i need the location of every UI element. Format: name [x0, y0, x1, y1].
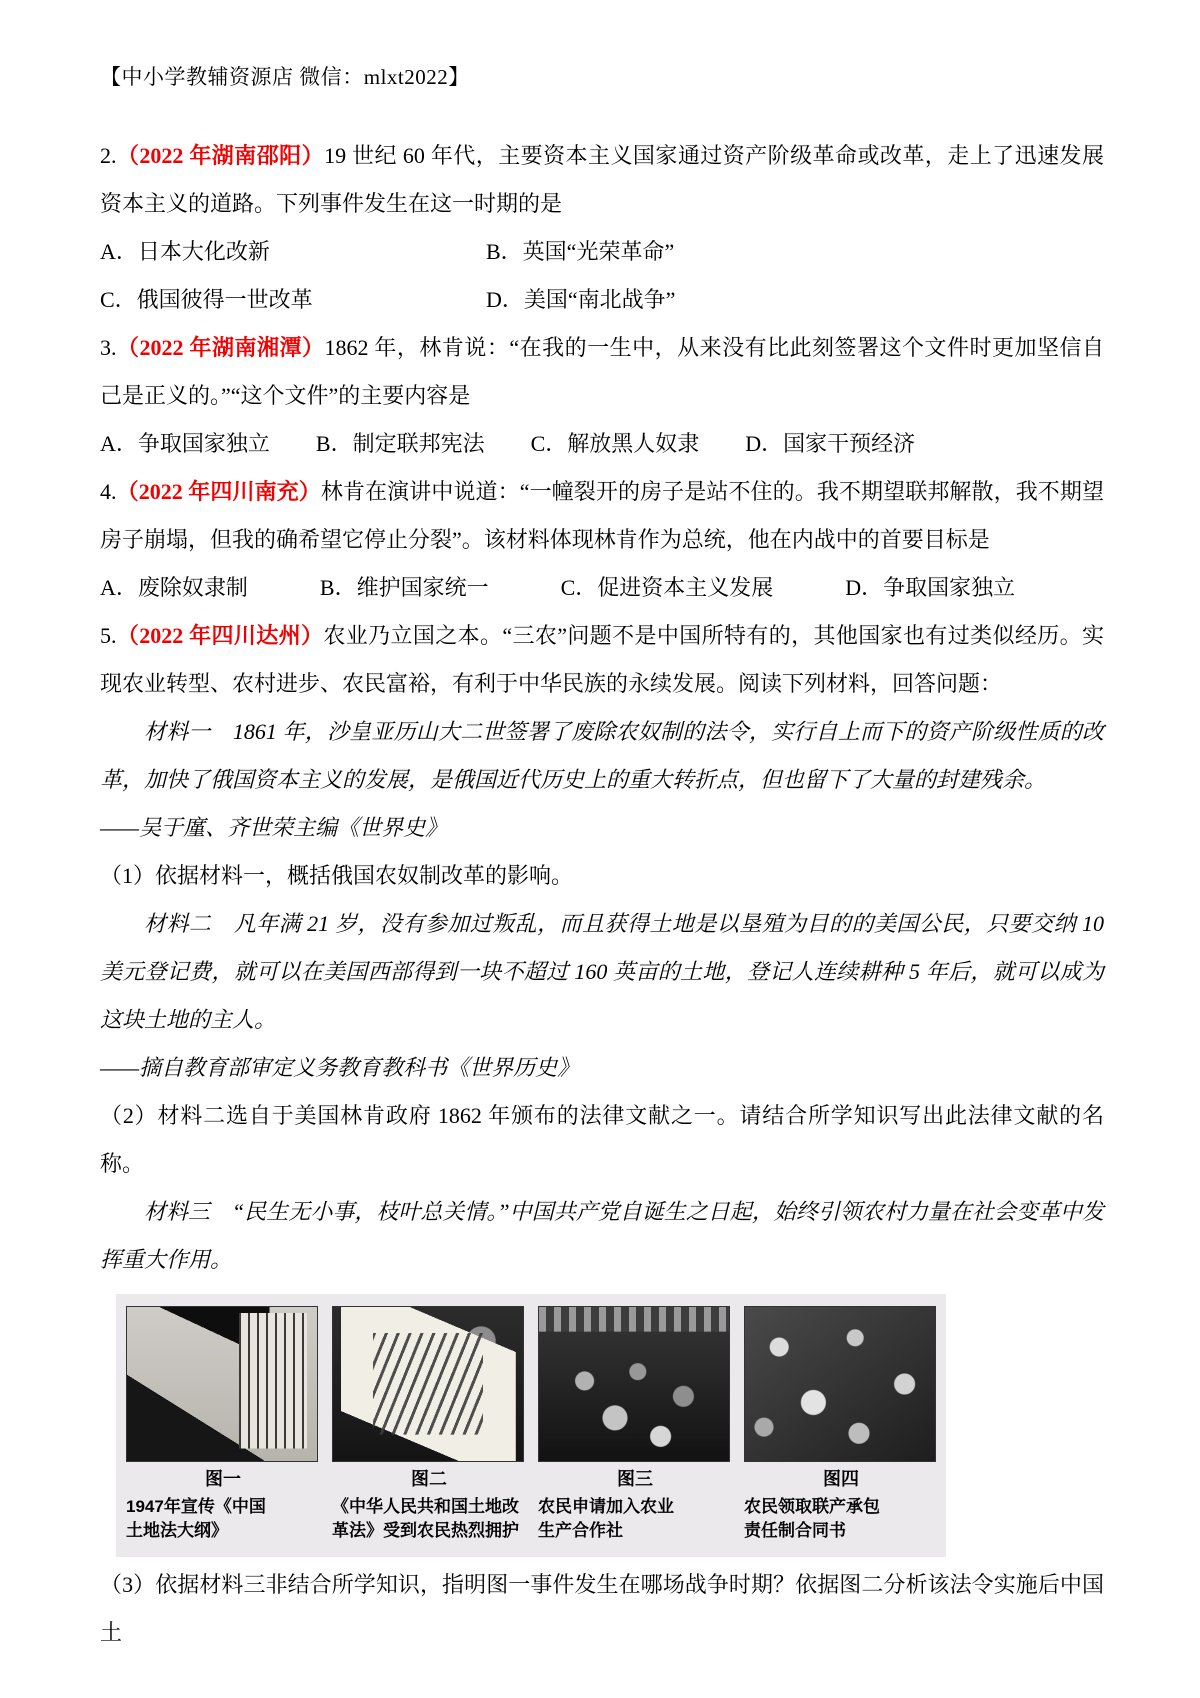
material-1-attribution: ——吴于廑、齐世荣主编《世界史》 [100, 815, 448, 840]
figure-3-label: 图三 [617, 1469, 653, 1489]
question-4-number: 4. [100, 479, 117, 504]
material-1-paragraph: 材料一 1861 年，沙皇亚历山大二世签署了废除农奴制的法令，实行自上而下的资产阶级性质的改革，加快了俄国资本主义的发展，是俄国近代历史上的重大转折点，但也留下了大量的封建残余。 [100, 719, 1104, 792]
question-3-option-c: C．解放黑人奴隶 [530, 431, 700, 456]
figure-1-label: 图一 [205, 1469, 241, 1489]
figure-4-cell [744, 1306, 938, 1543]
question-5-number: 5. [100, 623, 117, 648]
figure-3-photo [538, 1306, 730, 1462]
question-3-option-a: A．争取国家独立 [100, 431, 270, 456]
question-2-option-d: D．美国“南北战争” [486, 287, 676, 312]
figure-3-caption: 农民申请加入农业生产合作社 [538, 1497, 674, 1540]
figure-4-label: 图四 [823, 1469, 859, 1489]
material-3-paragraph: 材料三 “民生无小事，枝叶总关情。”中国共产党自诞生之日起，始终引领农村力量在社会变革中发挥重大作用。 [100, 1199, 1104, 1272]
question-4-option-b: B．维护国家统一 [319, 575, 489, 600]
question-4-source-tag: （2022 年四川南充） [116, 479, 321, 504]
question-5-text: 农业乃立国之本。“三农”问题不是中国所特有的，其他国家也有过类似经历。实现农业转型、农村进步、农民富裕，有利于中华民族的永续发展。阅读下列材料，回答问题： [100, 623, 1104, 696]
figure-4-caption: 农民领取联产承包责任制合同书 [744, 1497, 880, 1540]
question-3-option-b: B．制定联邦宪法 [315, 431, 485, 456]
sub-question-1: （1）依据材料一，概括俄国农奴制改革的影响。 [100, 863, 574, 888]
question-4-option-d: D．争取国家独立 [845, 575, 1016, 600]
question-2-options-row-1 [100, 228, 1104, 276]
question-4-option-c: C．促进资本主义发展 [560, 575, 774, 600]
question-3-stem [100, 324, 1104, 420]
sub-question-3: （3）依据材料三非结合所学知识，指明图一事件发生在哪场战争时期？依据图二分析该法令实施后中国土 [100, 1572, 1104, 1645]
shop-watermark-header: 【中小学教辅资源店 微信：mlxt2022】 [100, 65, 470, 89]
question-4-text: 林肯在演讲中说道：“一幢裂开的房子是站不住的。我不期望联邦解散，我不期望房子崩塌，但我的确希望它停止分裂”。该材料体现林肯作为总统，他在内战中的首要目标是 [100, 479, 1104, 552]
question-3-number: 3. [100, 335, 117, 360]
figure-4-photo [744, 1306, 936, 1462]
question-3-source-tag: （2022 年湖南湘潭） [116, 335, 325, 360]
sub-question-2: （2）材料二选自于美国林肯政府 1862 年颁布的法律文献之一。请结合所学知识写出此法律文献的名称。 [100, 1103, 1104, 1176]
question-3-options-row [100, 420, 1104, 468]
question-2-options-row-2 [100, 276, 1104, 324]
question-4-option-a: A．废除奴隶制 [100, 575, 248, 600]
figure-1-cell [126, 1306, 320, 1543]
figure-3-cell [538, 1306, 732, 1543]
figure-2-photo [332, 1306, 524, 1462]
figure-strip-panel [116, 1294, 946, 1557]
question-5-stem [100, 612, 1104, 708]
figure-2-cell [332, 1306, 526, 1543]
question-4-options-row [100, 564, 1104, 612]
question-3-text: 1862 年，林肯说：“在我的一生中，从来没有比此刻签署这个文件时更加坚信自己是正义的。”“这个文件”的主要内容是 [100, 335, 1104, 408]
figure-2-caption: 《中华人民共和国土地改革法》受到农民热烈拥护 [332, 1497, 519, 1540]
question-2-stem [100, 132, 1104, 228]
material-2-attribution: ——摘自教育部审定义务教育教科书《世界历史》 [100, 1055, 580, 1080]
question-4-stem [100, 468, 1104, 564]
question-2-text: 19 世纪 60 年代，主要资本主义国家通过资产阶级革命或改革，走上了迅速发展资本主义的道路。下列事件发生在这一时期的是 [100, 143, 1104, 216]
figure-2-label: 图二 [411, 1469, 447, 1489]
question-3-option-d: D．国家干预经济 [745, 431, 916, 456]
question-2-number: 2. [100, 143, 117, 168]
question-2-option-c: C．俄国彼得一世改革 [100, 287, 313, 312]
question-2-option-b: B．英国“光荣革命” [486, 239, 675, 264]
question-2-source-tag: （2022 年湖南邵阳） [116, 143, 325, 168]
figure-1-photo [126, 1306, 318, 1462]
figure-1-caption: 1947年宣传《中国土地法大纲》 [126, 1497, 266, 1540]
question-2-option-a: A．日本大化改新 [100, 239, 270, 264]
material-2-paragraph: 材料二 凡年满 21 岁，没有参加过叛乱，而且获得土地是以垦殖为目的的美国公民，只要交纳 10 美元登记费，就可以在美国西部得到一块不超过 160 英亩的土地，登记人连续耕种 5 年后，就可以成为这块土地的主人。 [100, 911, 1104, 1032]
question-5-source-tag: （2022 年四川达州） [116, 623, 324, 648]
